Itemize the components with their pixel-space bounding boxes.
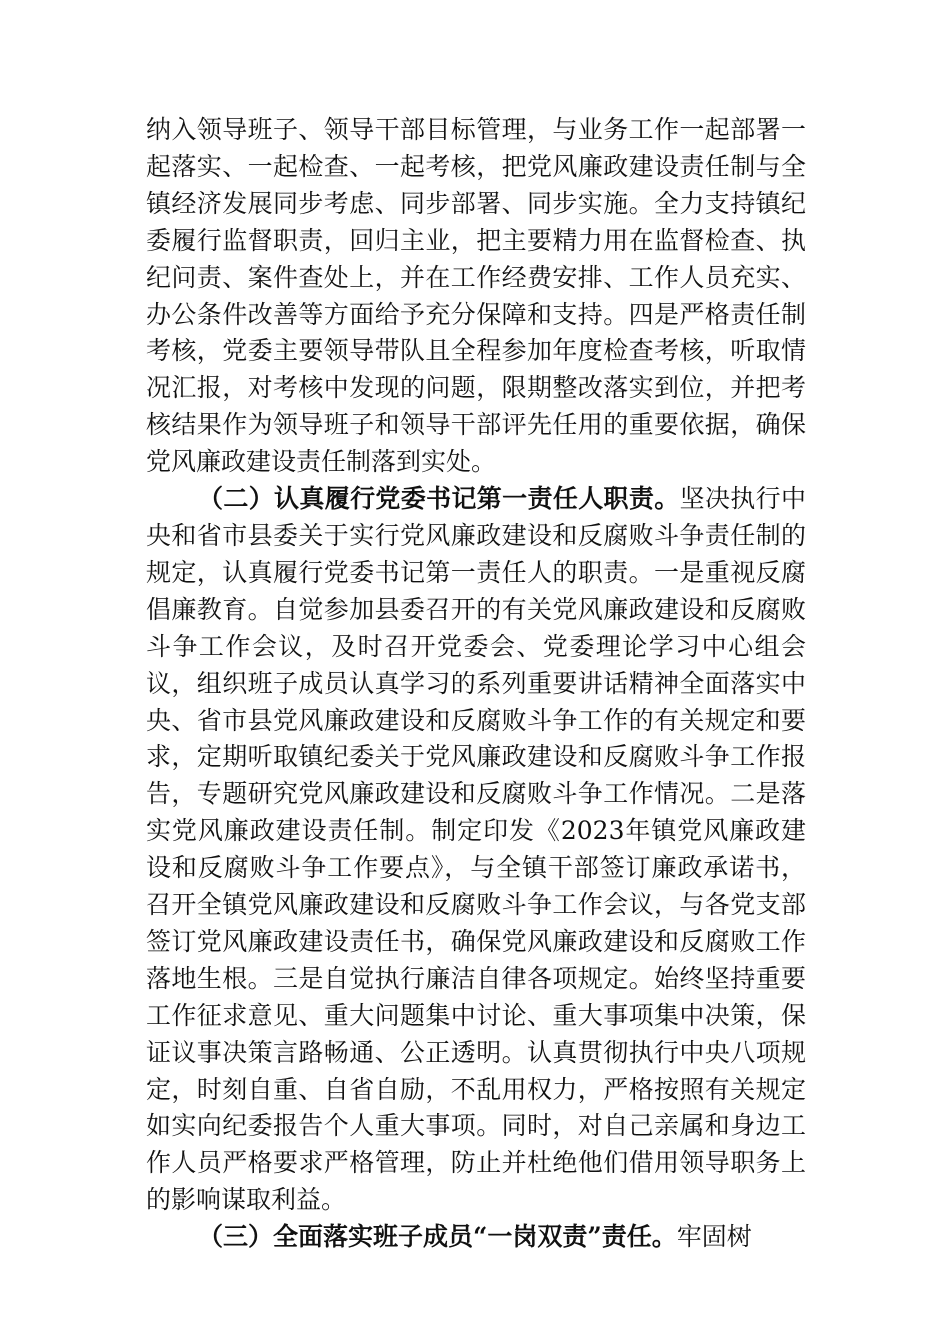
section-heading-3: （三）全面落实班子成员“一岗双责”责任。	[198, 1222, 677, 1252]
document-body	[146, 112, 806, 1256]
paragraph-3	[146, 1219, 806, 1256]
paragraph-2-text: 坚决执行中央和省市县委关于实行党风廉政建设和反腐败斗争责任制的规定，认真履行党委书记第一责任人的职责。一是重视反腐倡廉教育。自觉参加县委召开的有关党风廉政建设和反腐败斗争工作会议，及时召开党委会、党委理论学习中心组会议，组织班子成员认真学习的系列重要讲话精神全面落实中央、省市县党风廉政建设和反腐败斗争工作的有关规定和要求，定期听取镇纪委关于党风廉政建设和反腐败斗争工作报告，专题研究党风廉政建设和反腐败斗争工作情况。二是落实党风廉政建设责任制。制定印发《2023年镇党风廉政建设和反腐败斗争工作要点》，与全镇干部签订廉政承诺书，召开全镇党风廉政建设和反腐败斗争工作会议，与各党支部签订党风廉政建设责任书，确保党风廉政建设和反腐败工作落地生根。三是自觉执行廉洁自律各项规定。始终坚持重要工作征求意见、重大问题集中讨论、重大事项集中决策，保证议事决策言路畅通、公正透明。认真贯彻执行中央八项规定，时刻自重、自省自励，不乱用权力，严格按照有关规定如实向纪委报告个人重大事项。同时，对自己亲属和身边工作人员严格要求严格管理，防止并杜绝他们借用领导职务上的影响谋取利益。	[146, 484, 806, 1215]
paragraph-1-text: 纳入领导班子、领导干部目标管理，与业务工作一起部署一起落实、一起检查、一起考核，把党风廉政建设责任制与全镇经济发展同步考虑、同步部署、同步实施。全力支持镇纪委履行监督职责，回归主业，把主要精力用在监督检查、执纪问责、案件查处上，并在工作经费安排、工作人员充实、办公条件改善等方面给予充分保障和支持。四是严格责任制考核，党委主要领导带队且全程参加年度检查考核，听取情况汇报，对考核中发现的问题，限期整改落实到位，并把考核结果作为领导班子和领导干部评先任用的重要依据，确保党风廉政建设责任制落到实处。	[146, 115, 806, 477]
paragraph-2	[146, 481, 806, 1219]
section-heading-2: （二）认真履行党委书记第一责任人职责。	[198, 484, 680, 514]
paragraph-1	[146, 112, 806, 481]
paragraph-3-text: 牢固树	[676, 1222, 752, 1252]
